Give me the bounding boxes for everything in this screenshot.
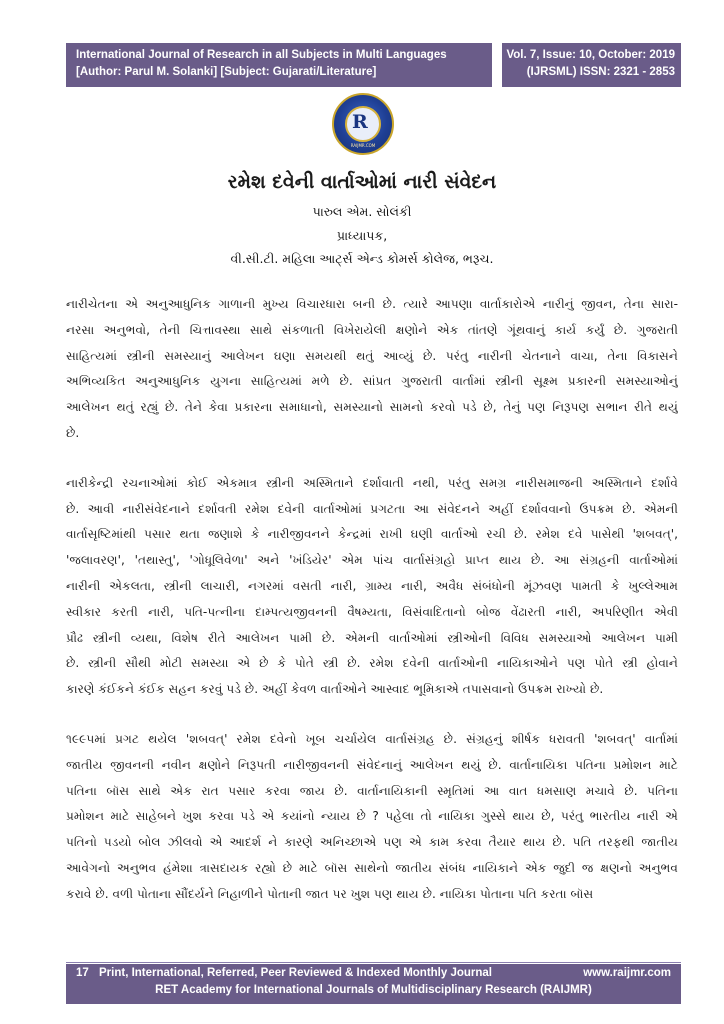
paragraph-line: છે. આવી નારીસંવેદનાને દર્શાવતી રમેશ દવેની વાર્તાઓમાં પ્રગટતા આ સંવેદનને અહીં દર્શાવવાનો ઉપક્રમ છે. એમની [66,501,678,516]
paragraph [66,471,678,703]
paragraph-line: છે. [66,425,80,440]
raijmr-seal-icon [332,93,394,155]
page-number: 17 [76,967,89,979]
paragraph-line: પ્રમોશન માટે સાહેબને ખુશ કરવા પડે એ કયાંનો ન્યાય છે ? પહેલા તો નાયિકા ગુસ્સે થાય છે, પરંતુ ભારતીય નારી એ [66,809,678,824]
paragraph-line: સ્વીકાર કરતી નારી, પતિ-પત્નીના દામ્પત્યજીવનની વૈષમ્યતા, વિસંવાદિતાનો બોજ વેંઢારતી નારી, અપરિણીત એવી [66,604,678,619]
paragraph-line: અભિવ્યકિત અનુઆધુનિક યુગના સાહિત્યમાં મળે છે. સાંપ્રત ગુજરાતી વાર્તામાં સ્ત્રીની સૂક્ષ્મ પ્રકારની સમસ્યાઓનું [66,374,678,389]
paragraph [66,292,678,447]
footer-journal-description: Print, International, Referred, Peer Reviewed & Indexed Monthly Journal [99,967,493,979]
paragraph-line: ૧૯૯૫માં પ્રગટ થયેલ 'શબવત્' રમેશ દવેનો ખૂબ ચર્ચાયેલ વાર્તાસંગ્રહ છે. સંગ્રહનું શીર્ષક ધરાવતી 'શબવત્' વાર્તામાં [66,731,678,746]
paragraph-line: છે. સ્ત્રીની સૌથી મોટી સમસ્યા એ છે કે પોતે સ્ત્રી છે. રમેશ દવેની વાર્તાઓની નાયિકાઓને પણ પોતે સ્ત્રી હોવાને [66,656,678,671]
author-name: પારુલ એમ. સોલંકી [312,204,412,219]
paragraph-line: આવેગનો અનુભવ હંમેશા ત્રાસદાયક રહ્યો છે માટે બૉસ સાથેનો જાતીય સંબંધ નાયિકાને એક જુદી જ ક્ષણનો અનુભવ [66,860,678,875]
author-subject: [Author: Parul M. Solanki] [Subject: Gujarati/Literature] [76,66,377,78]
footer-website-link[interactable]: www.raijmr.com [583,967,671,979]
paragraph-line: વાર્તાસૃષ્ટિમાંથી પસાર થતા જણાશે કે નારીજીવનને કેન્દ્રમાં રાખી ઘણી વાર્તાઓ રચી છે. રમેશ દવે પાસેથી 'શબવત્', [66,527,678,542]
journal-header [66,43,681,87]
seal-mark-icon: R [352,111,368,133]
author-affiliation: વી.સી.ટી. મહિલા આર્ટ્સ એન્ડ કોમર્સ કોલેજ, ભરૂચ. [230,251,494,266]
paragraph-line: જાતીય જીવનની નવીન ક્ષણોને નિરૂપતી નારીજીવનની સંવેદનાનું આલેખન થયું છે. વાર્તાનાયિકા પતિના પ્રમોશન માટે [66,757,678,772]
header-right [505,47,675,81]
journal-footer [66,964,681,1004]
paragraph [66,727,678,908]
paragraph-line: સાહિત્યમાં સ્ત્રીની સમસ્યાનું આલેખન ઘણા સમયથી થતું આવ્યું છે. પરંતુ નારીની ચેતનાને વાચા, તેના વિકાસને [66,348,678,363]
paragraph-line: પતિના બૉસ સાથે એક રાત પસાર કરવા જાય છે. વાર્તાનાયિકાની સ્મૃતિમાં આ વાત ધમસાણ મચાવે છે. પતિના [66,783,678,798]
article-title: રમેશ દવેની વાર્તાઓમાં નારી સંવેદન [227,171,497,193]
seal-center [345,106,381,142]
header-left [76,47,447,81]
paragraph-line: કારણે કંઈકને કંઈક સહન કરવું પડે છે. અહીં કેવળ વાર્તાઓને આસ્વાદ ભૂમિકાએ તપાસવાનો ઉપક્રમ રાખ્યો છે. [66,682,604,697]
journal-name: International Journal of Research in all Subjects in Multi Languages [76,49,447,61]
author-designation: પ્રાધ્યાપક, [336,227,388,243]
seal-label: RAIJMR.COM [350,143,376,148]
paragraph-line: 'જલાવરણ', 'તથાસ્તુ', 'ગોધૂલિવેળા' અને 'ખંડિયેર' એમ પાંચ વાર્તાસંગ્રહો પ્રાપ્ત થાય છે. આ સંગ્રહની વાર્તાઓમાં [66,553,678,568]
paragraph-line: પ્રૌઢ સ્ત્રીની વ્યથા, વિશેષ રીતે આલેખન પામી છે. એમની વાર્તાઓમાં સ્ત્રીઓની વિવિધ સમસ્યાઓ આલેખન પામી [66,630,678,645]
paragraph-line: નારીચેતના એ અનુઆધુનિક ગાળાની મુખ્ય વિચારધારા બની છે. ત્યારે આપણા વાર્તાકારોએ નારીનું જીવન, તેના સારા- [66,297,678,311]
article-body [66,292,678,932]
paragraph-line: નારીકેન્દ્રી રચનાઓમાં કોઈ એકમાત્ર સ્ત્રીની અસ્મિતાને દર્શાવાતી નથી, પરંતુ સમગ્ર નારીસમાજની અસ્મિતાને દર્શાવે [66,475,678,490]
footer-publisher: RET Academy for International Journals of Multidisciplinary Research (RAIJMR) [155,984,592,996]
author-block [0,200,724,271]
footer-rule [66,962,681,963]
paragraph-line: કરાવે છે. વળી પોતાના સૌંદર્યને નિહાળીને પોતાની જાત પર ખુશ પણ થાય છે. નાયિકા પોતાના પતિ કરતા બૉસ [66,886,594,901]
header-divider [492,43,502,87]
issn: (IJRSML) ISSN: 2321 - 2853 [526,66,675,78]
paragraph-line: પતિનો પડયો બોલ ઝીલવો એ આદર્શ ને કારણે અનિચ્છાએ પણ એ કામ કરવા તૈયાર થાય છે. પતિ તરફથી જાતીય [66,835,678,850]
paragraph-line: નરસા અનુભવો, તેની ચિત્તાવસ્થા સાથે સંકળાતી વિખેરાયેલી ક્ષણોને એક તાંતણે ગૂંથવાનું કાર્ય કર્યું છે. ગુજરાતી [66,322,678,337]
paragraph-line: નારીની એકલતા, સ્ત્રીની લાચારી, નગરમાં વસતી નારી, ગ્રામ્ય નારી, અવૈધ સંબંધોની મૂંઝવણ પામતી કે ખુલ્લેઆમ [66,578,678,593]
volume-issue: Vol. 7, Issue: 10, October: 2019 [506,49,675,61]
paragraph-line: આલેખન થતું રહ્યું છે. તેને કેવા પ્રકારના સમાધાનો, સમસ્યાનો સામનો કરવો પડે છે, તેનું પણ નિરૂપણ સભાન રીતે થયું [66,400,678,415]
